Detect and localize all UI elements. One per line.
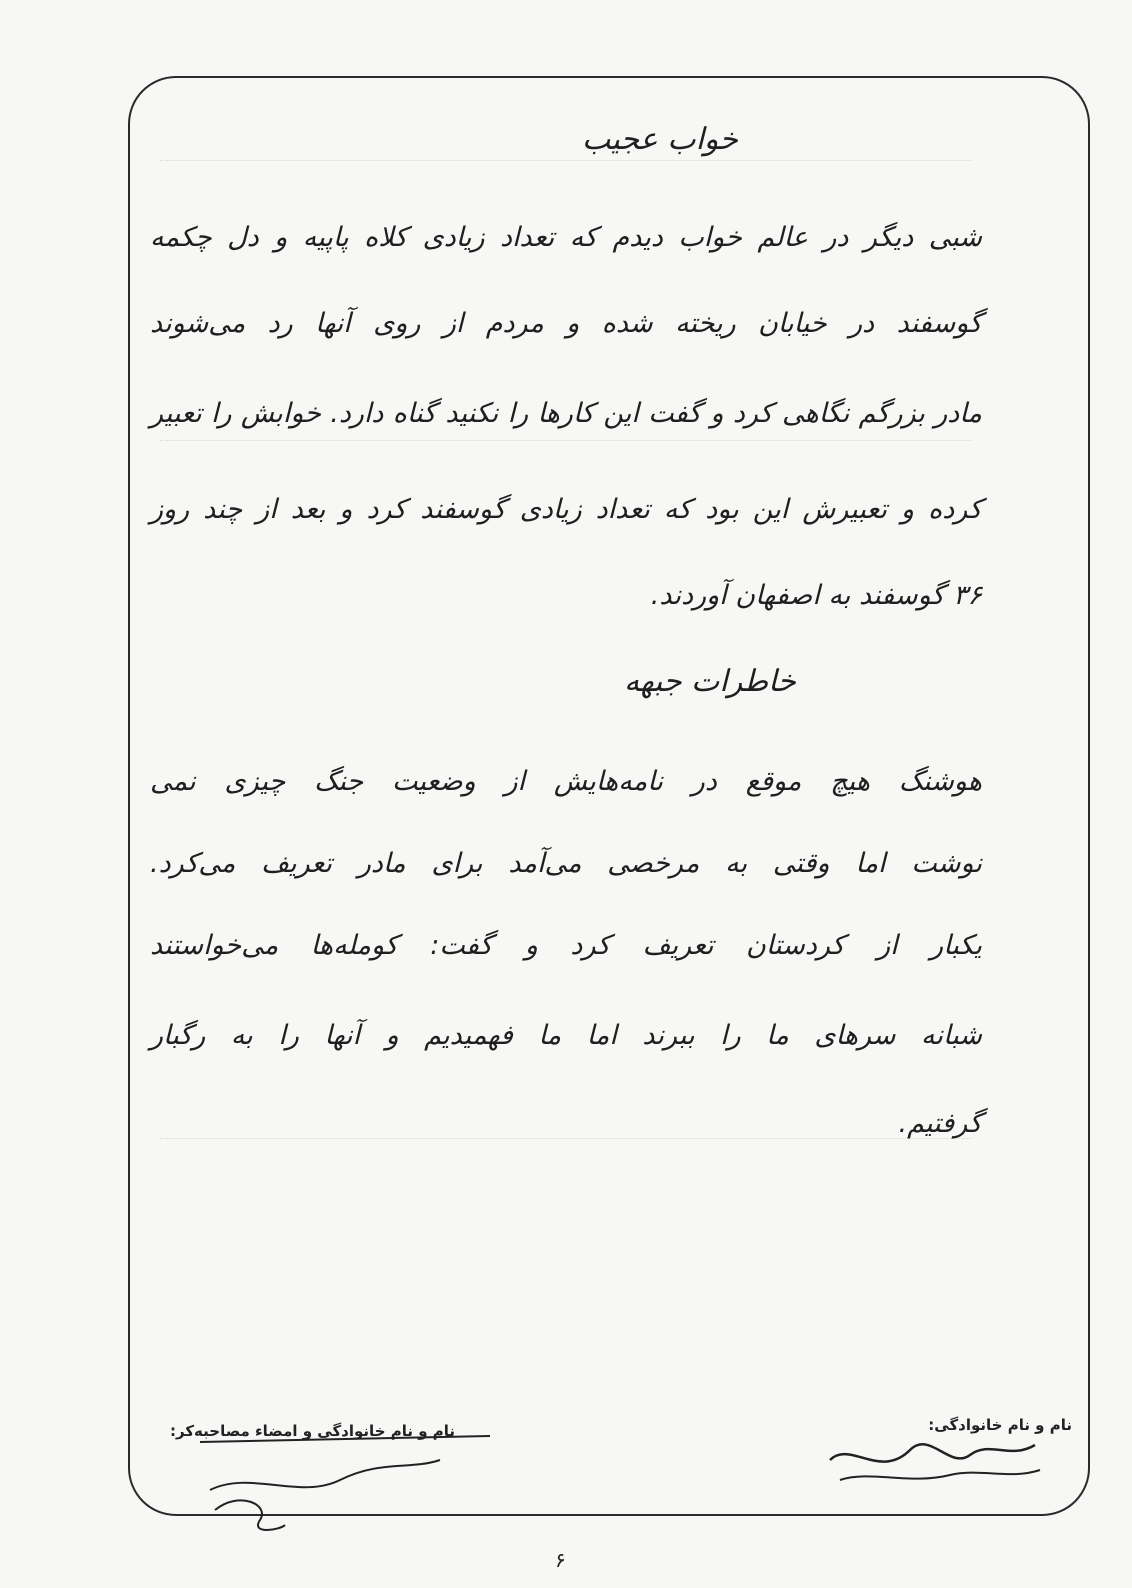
- interviewee-name-label: نام و نام خانوادگی:: [928, 1416, 1072, 1434]
- story-line: نوشت اما وقتی به مرخصی می‌آمد برای مادر تعریف می‌کرد.: [150, 848, 982, 879]
- page-number: ۶: [555, 1548, 566, 1572]
- story-title: خاطرات جبهه: [624, 664, 796, 699]
- story-line: ۳۶ گوسفند به اصفهان آوردند.: [650, 580, 982, 611]
- story-line: شبی دیگر در عالم خواب دیدم که تعداد زیادی کلاه پاپیه و دل چکمه: [150, 222, 982, 253]
- interviewer-signature-label: نام و نام خانوادگی و امضاء مصاحبه‌کر:: [170, 1422, 456, 1440]
- story-line: شبانه سرهای ما را ببرند اما ما فهمیدیم و آنها را به رگبار: [150, 1020, 982, 1051]
- story-title: خواب عجیب: [582, 122, 738, 157]
- story-line: گرفتیم.: [898, 1108, 982, 1139]
- story-line: هوشنگ هیچ موقع در نامه‌هایش از وضعیت جنگ چیزی نمی: [150, 766, 982, 797]
- interviewer-signature: [190, 1430, 490, 1540]
- interviewee-signature: [820, 1420, 1050, 1510]
- story-line: کرده و تعبیرش این بود که تعداد زیادی گوسفند کرد و بعد از چند روز: [150, 494, 982, 525]
- story-line: یکبار از کردستان تعریف کرد و گفت: کومله‌ها می‌خواستند: [150, 930, 982, 961]
- story-line: مادر بزرگم نگاهی کرد و گفت این کارها را نکنید گناه دارد. خوابش را تعبیر: [150, 398, 982, 429]
- story-line: گوسفند در خیابان ریخته شده و مردم از روی آنها رد می‌شوند: [150, 308, 982, 339]
